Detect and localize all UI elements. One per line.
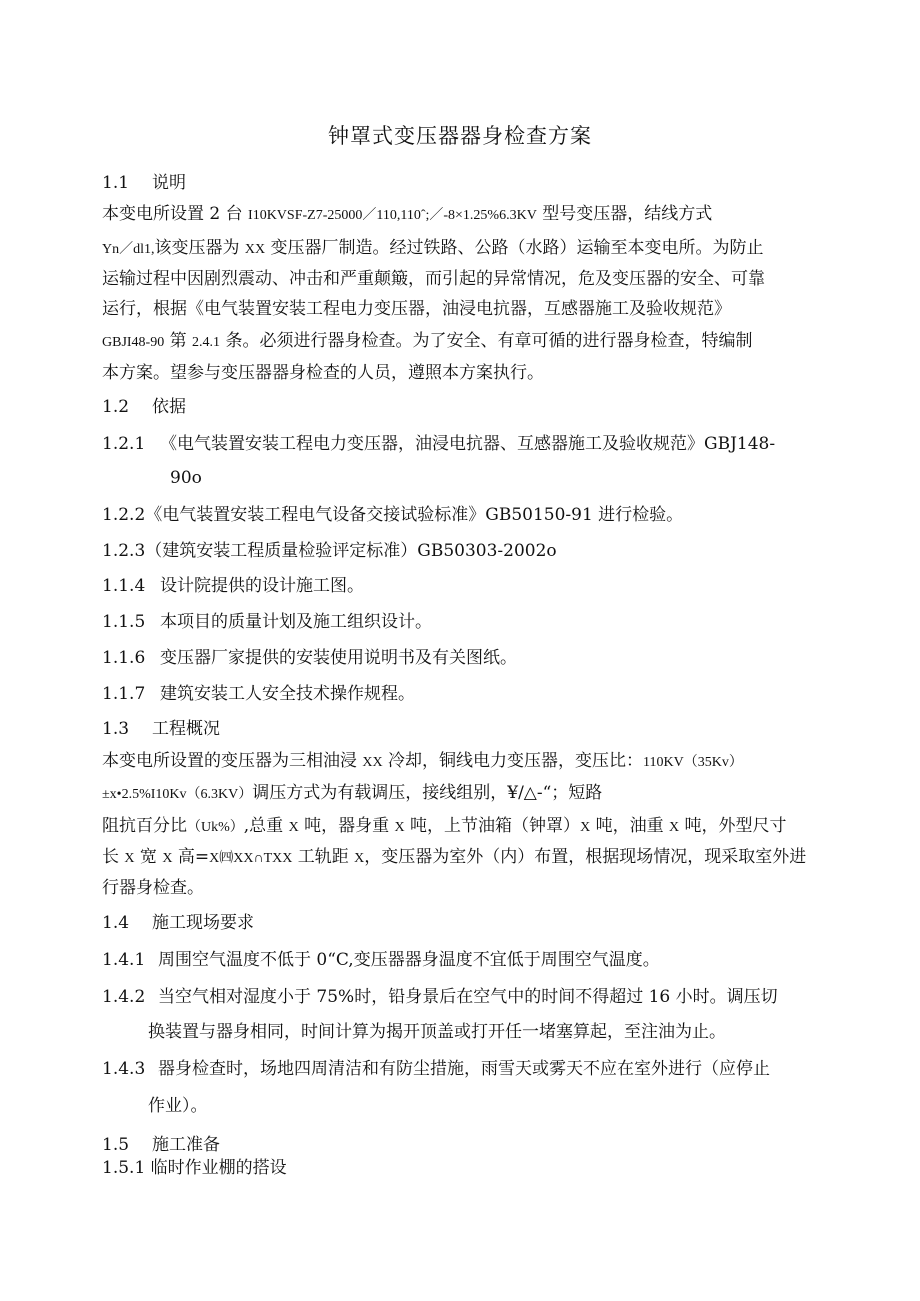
section-number: 1.5	[102, 1135, 130, 1155]
list-item-1-5-1: 1.5.1 临时作业棚的搭设	[102, 1158, 287, 1178]
item-text: 设计院提供的设计施工图。	[160, 576, 364, 596]
list-item-continuation: 作业）。	[148, 1096, 208, 1116]
voltage-value: 110KV（35Kv）	[643, 755, 743, 770]
item-number: 1.1.4	[102, 576, 146, 596]
item-text: 器身检查时，场地四周清洁和有防尘措施，雨雪天或雾天不应在室外进行（应停止	[158, 1059, 770, 1079]
placeholder-x: X	[580, 820, 591, 835]
item-number: 1.2.1	[102, 434, 146, 454]
section-number: 1.4	[102, 913, 130, 933]
item-number: 1.1.7	[102, 684, 146, 704]
connection-type: Yn／dl1,	[102, 242, 155, 257]
paragraph-line	[102, 237, 764, 261]
section-heading-1-5	[102, 1134, 220, 1156]
list-item-continuation: 90o	[170, 468, 202, 488]
section-title: 施工现场要求	[152, 913, 254, 933]
list-item-continuation: 换装置与器身相同，时间计算为揭开顶盖或打开任一堵塞算起，至注油为止。	[148, 1022, 726, 1042]
section-title: 施工准备	[152, 1135, 220, 1155]
item-number: 1.4.1	[102, 950, 146, 970]
paragraph-line	[102, 330, 752, 354]
item-number: 1.4.2	[102, 987, 146, 1007]
list-item-1-1-7	[102, 683, 415, 705]
list-item-1-4-2	[102, 986, 778, 1008]
paragraph-line: 行器身检查。	[102, 878, 204, 898]
placeholder-x: X	[354, 851, 365, 866]
text-run: 冷却，铜线电力变压器，变压比：	[382, 751, 644, 771]
list-item-1-2-1	[102, 433, 775, 455]
paragraph-line	[102, 750, 743, 774]
paragraph-line: 本方案。望参与变压器器身检查的人员，遵照本方案执行。	[102, 363, 544, 383]
item-text: 变压器厂家提供的安装使用说明书及有关图纸。	[160, 648, 517, 668]
standard-code: GBJI48-90	[102, 335, 165, 350]
item-text: 周围空气温度不低于 0“C,变压器器身温度不宜低于周围空气温度。	[158, 950, 660, 970]
section-title: 工程概况	[152, 719, 220, 739]
list-item-1-1-5	[102, 611, 432, 633]
text-run: 第	[164, 331, 193, 351]
placeholder-x: X	[669, 820, 680, 835]
list-item-1-1-4	[102, 575, 364, 597]
tap-range: ±x•2.5%I10Kv（6.3KV）	[102, 787, 253, 802]
list-item-1-4-1	[102, 949, 660, 971]
text-run: 调压方式为有载调压，接线组别，¥/△-“；短路	[252, 783, 603, 803]
list-item-1-4-3	[102, 1058, 770, 1080]
item-number: 1.1.6	[102, 648, 146, 668]
section-number: 1.3	[102, 719, 130, 739]
impedance-symbol: （Uk%）	[187, 820, 244, 835]
paragraph-line: 阻抗百分比（Uk%）,总重 X 吨，器身重 X 吨，上节油箱（钟罩）X 吨，油重 X 吨，外型尺寸	[102, 816, 787, 836]
placeholder-x: X	[288, 820, 299, 835]
section-heading-1-3	[102, 718, 220, 740]
list-item-1-2-2: 1.2.2《电气装置安装工程电气设备交接试验标准》GB50150-91 进行检验。	[102, 505, 684, 525]
placeholder-xx: XX	[362, 755, 383, 770]
paragraph-line: 运输过程中因剧烈震动、冲击和严重颠簸，而引起的异常情况，危及变压器的安全、可靠	[102, 269, 765, 289]
paragraph-line: 长 X 宽 X 高=X㈣XX∩TXX 工轨距 X，变压器为室外（内）布置，根据现场情况，现采取室外进	[102, 847, 807, 867]
placeholder-x: X	[124, 851, 135, 866]
section-heading-1-1	[102, 172, 186, 194]
text-run: 本变电所设置 2 台	[102, 204, 249, 224]
placeholder-x: X	[394, 820, 405, 835]
item-number: 1.4.3	[102, 1059, 146, 1079]
section-title: 依据	[152, 397, 186, 417]
item-text: 当空气相对湿度小于 75%时，铅身景后在空气中的时间不得超过 16 小时。调压切	[158, 987, 778, 1007]
paragraph-line	[102, 782, 602, 806]
section-heading-1-2	[102, 396, 186, 418]
text-run: 该变压器为	[154, 238, 245, 258]
text-run: 型号变压器，结线方式	[536, 204, 713, 224]
section-heading-1-4	[102, 912, 254, 934]
list-item-1-1-6	[102, 647, 517, 669]
text-run: 变压器厂制造。经过铁路、公路（水路）运输至本变电所。为防止	[265, 238, 764, 258]
placeholder-x: X	[162, 851, 173, 866]
paragraph-line	[102, 203, 712, 227]
page-title: 钟罩式变压器器身检查方案	[328, 124, 592, 148]
item-text: 《电气装置安装工程电力变压器，油浸电抗器、互感器施工及验收规范》GBJ148-	[160, 434, 776, 454]
text-run: 本变电所设置的变压器为三相油浸	[102, 751, 363, 771]
text-run: 条。必须进行器身检查。为了安全、有章可循的进行器身检查，特编制	[220, 331, 753, 351]
item-number: 1.1.5	[102, 612, 146, 632]
dimension-value: X㈣XX∩TXX	[209, 851, 293, 866]
list-item-1-2-3: 1.2.3（建筑安装工程质量检验评定标准）GB50303-2002o	[102, 541, 557, 561]
clause-number: 2.4.1	[192, 335, 221, 350]
item-text: 本项目的质量计划及施工组织设计。	[160, 612, 432, 632]
item-text: 建筑安装工人安全技术操作规程。	[160, 684, 415, 704]
section-number: 1.1	[102, 173, 130, 193]
placeholder-xx: XX	[244, 242, 266, 257]
section-number: 1.2	[102, 397, 130, 417]
section-title: 说明	[152, 173, 186, 193]
model-number: I10KVSF-Z7-25000／110,110ˆ;／-8×1.25%6.3KV	[248, 208, 537, 223]
paragraph-line: 运行，根据《电气装置安装工程电力变压器，油浸电抗器，互感器施工及验收规范》	[102, 299, 731, 319]
